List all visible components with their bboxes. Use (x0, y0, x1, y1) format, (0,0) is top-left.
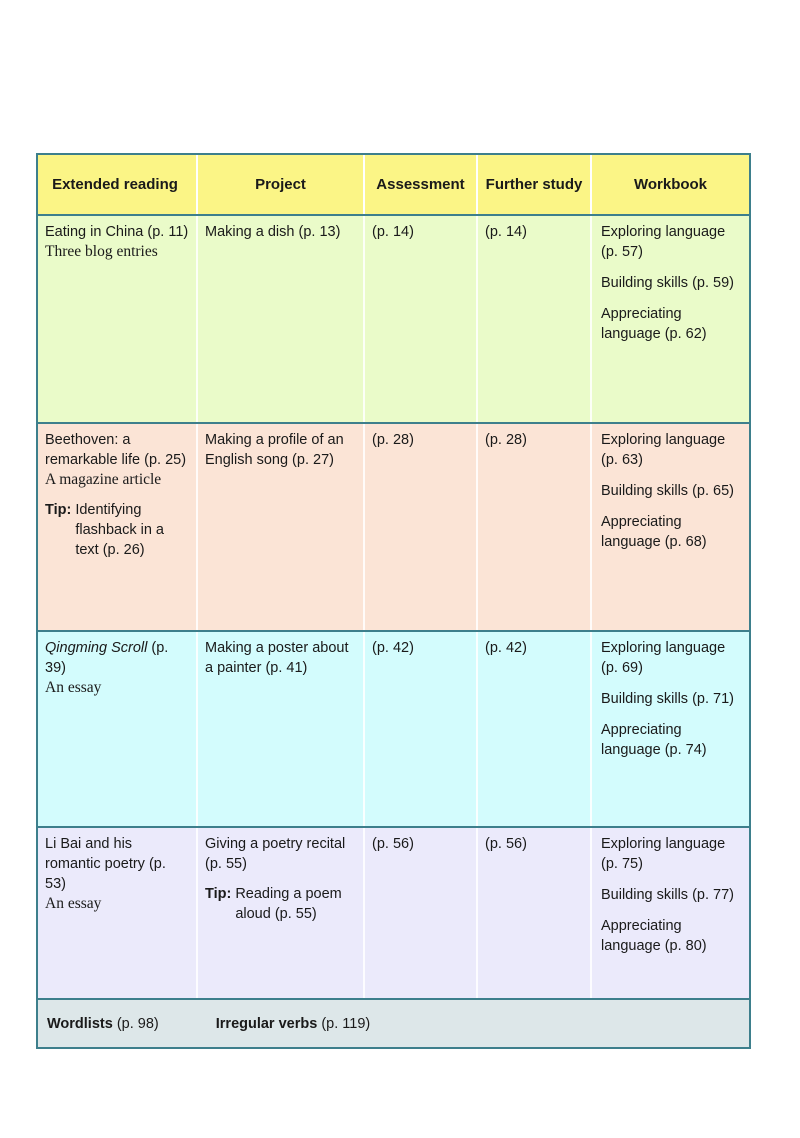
tip-text: Reading a poem aloud (p. 55) (235, 886, 342, 922)
irregular-verbs-reference (216, 1016, 371, 1032)
table-header-row (38, 155, 749, 216)
irregular-verbs-label: Irregular verbs (215, 1015, 318, 1032)
irregular-verbs-page: (p. 119) (321, 1015, 371, 1032)
wordlists-reference (47, 1016, 159, 1032)
assessment-cell: (p. 42) (365, 632, 478, 826)
workbook-cell (592, 216, 749, 422)
workbook-item: Building skills (p. 77) (601, 887, 734, 903)
project-tip (205, 884, 357, 924)
workbook-item: Exploring language (p. 75) (601, 836, 726, 872)
extended-reading-cell (38, 632, 198, 826)
header-further-study: Further study (478, 155, 592, 214)
reading-title: Li Bai and his romantic poetry (45, 836, 145, 872)
project-text: Giving a poetry recital (p. 55) (205, 836, 346, 872)
table-row (38, 828, 749, 1000)
extended-reading-cell (38, 828, 198, 998)
project-cell: Making a profile of an English song (p. 27) (198, 424, 365, 630)
further-study-cell: (p. 28) (478, 424, 592, 630)
workbook-item: Appreciating language (p. 80) (601, 918, 707, 954)
reading-page: (p. 39) (45, 640, 169, 676)
table-row (38, 632, 749, 828)
further-study-cell: (p. 42) (478, 632, 592, 826)
project-cell (198, 828, 365, 998)
project-cell: Making a poster about a painter (p. 41) (198, 632, 365, 826)
reading-tip (45, 500, 190, 560)
header-extended-reading: Extended reading (38, 155, 198, 214)
workbook-cell (592, 424, 749, 630)
extended-reading-cell (38, 216, 198, 422)
reading-type: Three blog entries (45, 243, 158, 260)
workbook-item: Appreciating language (p. 68) (601, 514, 707, 550)
wordlists-label: Wordlists (47, 1015, 113, 1032)
workbook-item: Building skills (p. 65) (601, 483, 734, 499)
tip-label: Tip: (205, 886, 232, 902)
further-study-cell: (p. 56) (478, 828, 592, 998)
table-row (38, 216, 749, 424)
workbook-item: Building skills (p. 59) (601, 275, 734, 291)
workbook-item: Exploring language (p. 63) (601, 432, 726, 468)
table-row (38, 424, 749, 632)
reading-type: An essay (45, 679, 102, 696)
further-study-cell: (p. 14) (478, 216, 592, 422)
reading-type: A magazine article (45, 471, 162, 488)
workbook-cell (592, 632, 749, 826)
assessment-cell: (p. 28) (365, 424, 478, 630)
table-footer-row (38, 1000, 749, 1047)
tip-label: Tip: (45, 502, 72, 518)
extended-reading-cell (38, 424, 198, 630)
wordlists-page: (p. 98) (116, 1015, 159, 1032)
header-assessment: Assessment (365, 155, 478, 214)
workbook-item: Exploring language (p. 69) (601, 640, 726, 676)
reading-title: Eating in China (45, 224, 144, 240)
reading-title: Beethoven: a remarkable life (45, 432, 141, 468)
header-workbook: Workbook (633, 175, 708, 193)
workbook-item: Building skills (p. 71) (601, 691, 734, 707)
reading-page: (p. 11) (147, 224, 189, 240)
project-cell: Making a dish (p. 13) (198, 216, 365, 422)
workbook-item: Appreciating language (p. 62) (601, 306, 707, 342)
reading-title: Qingming Scroll (45, 640, 148, 656)
reading-type: An essay (45, 895, 102, 912)
workbook-item: Appreciating language (p. 74) (601, 722, 707, 758)
contents-table (36, 153, 751, 1049)
workbook-cell (592, 828, 749, 998)
assessment-cell: (p. 14) (365, 216, 478, 422)
assessment-cell: (p. 56) (365, 828, 478, 998)
reading-page: (p. 25) (144, 452, 187, 468)
header-project: Project (198, 155, 365, 214)
workbook-item: Exploring language (p. 57) (601, 224, 726, 260)
tip-text: Identifying flashback in a text (p. 26) (75, 502, 164, 558)
reading-page: (p. 53) (45, 856, 166, 892)
